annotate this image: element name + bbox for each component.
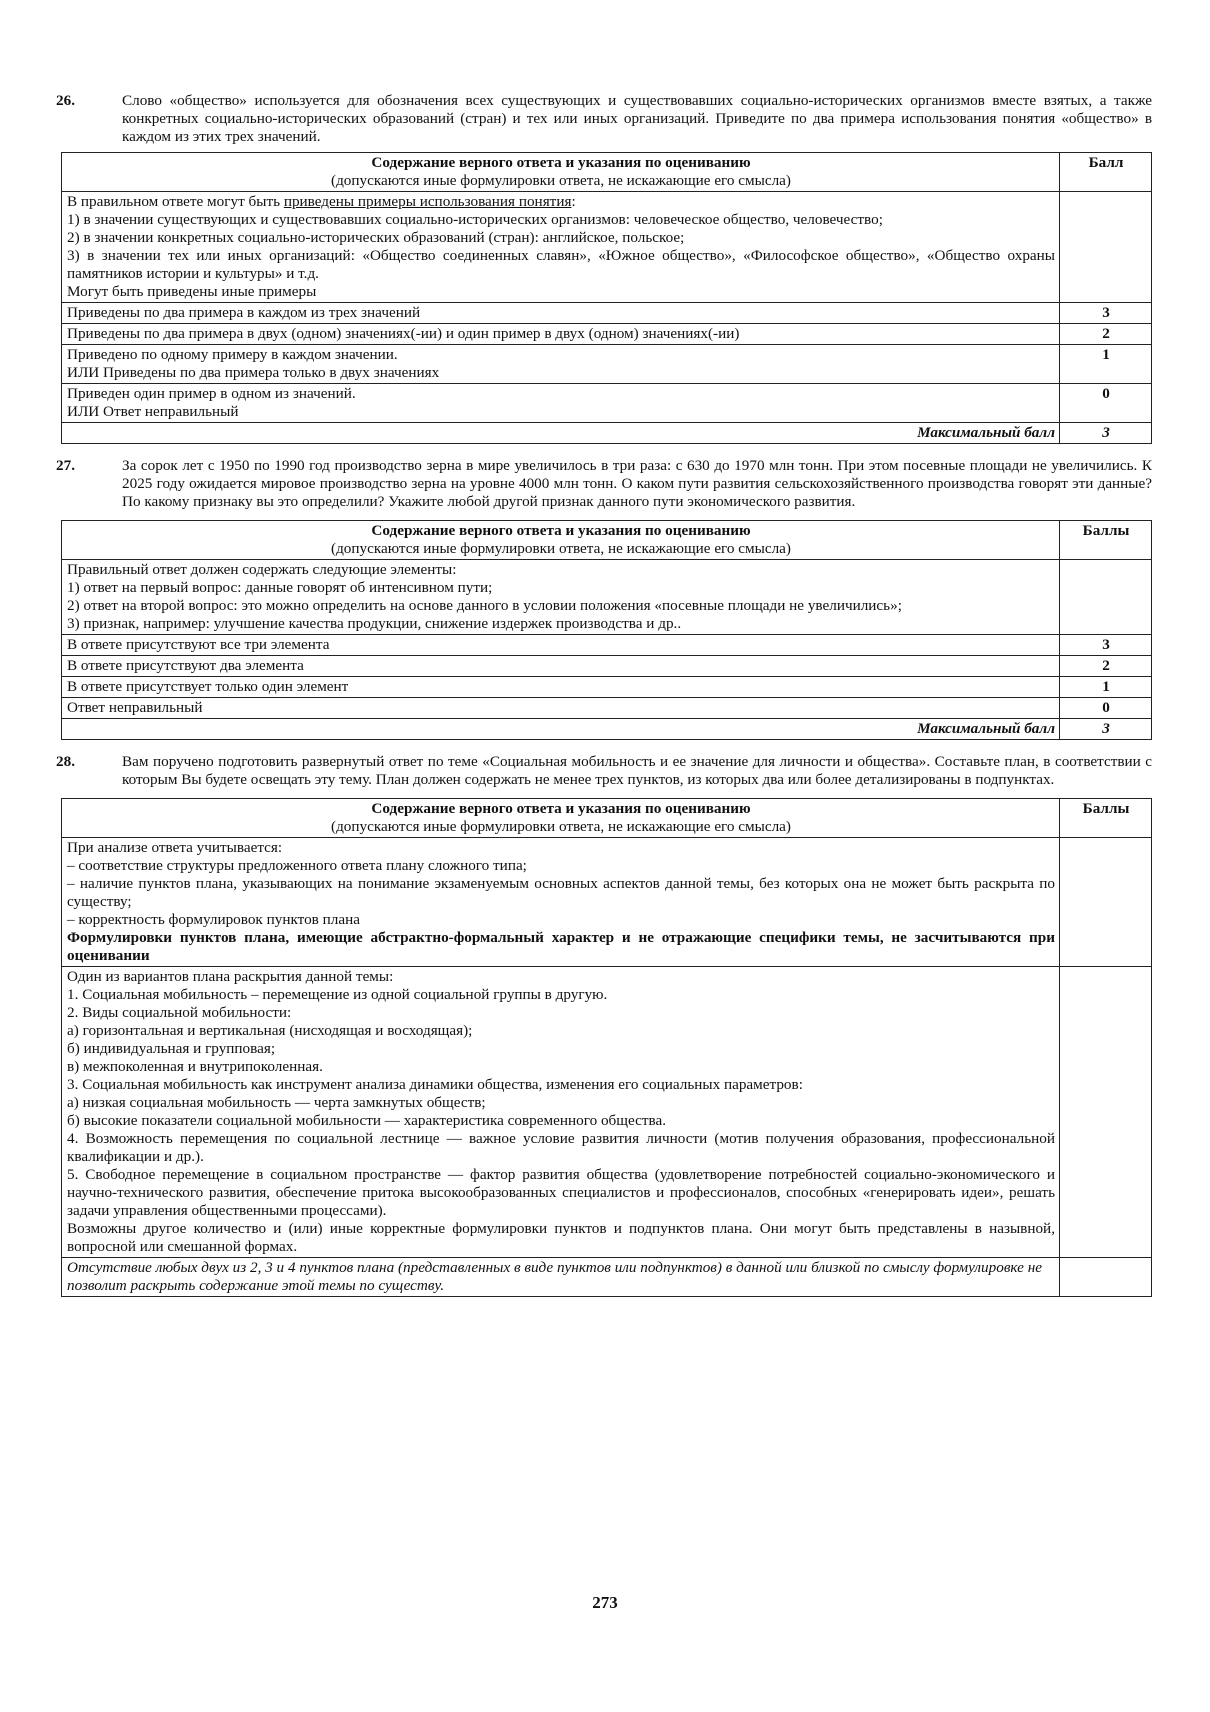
criterion-score: 0 bbox=[1060, 698, 1152, 719]
criterion-row bbox=[62, 677, 1152, 698]
intro-underlined: приведены примеры использования понятия bbox=[283, 193, 572, 210]
plan-line: б) высокие показатели социальной мобильности — характеристика современного общества. bbox=[67, 1112, 666, 1129]
task-number: 27. bbox=[56, 457, 75, 474]
analysis-line: – корректность формулировок пунктов плана bbox=[67, 911, 360, 928]
content-row bbox=[62, 192, 1152, 303]
plan-line: а) низкая социальная мобильность — черта замкнутых обществ; bbox=[67, 1094, 486, 1111]
content-line: 3) признак, например: улучшение качества продукции, снижение издержек производства и др.. bbox=[67, 615, 682, 632]
criterion-score: 0 bbox=[1060, 384, 1152, 423]
criterion-text: Приведено по одному примеру в каждом значении. bbox=[67, 346, 398, 363]
criterion-text: В ответе присутствуют все три элемента bbox=[62, 635, 1060, 656]
criterion-row bbox=[62, 698, 1152, 719]
content-intro bbox=[67, 193, 1055, 211]
criterion-score: 2 bbox=[1060, 656, 1152, 677]
criterion-row bbox=[62, 303, 1152, 324]
content-line: 3) в значении тех или иных организаций: «Общество соединенных славян», «Южное общество», «Философское общество», «Общество охраны памятников истории и культуры» и т.д. bbox=[67, 247, 1055, 282]
score-header: Баллы bbox=[1060, 521, 1152, 560]
header-cell bbox=[62, 521, 1060, 560]
score-header: Балл bbox=[1060, 153, 1152, 192]
criterion-text-cell bbox=[62, 345, 1060, 384]
page-number: 273 bbox=[592, 1593, 618, 1612]
criterion-text: В ответе присутствует только один элемент bbox=[62, 677, 1060, 698]
analysis-line: – наличие пунктов плана, указывающих на понимание экзаменуемым основных аспектов данной темы, без которых она не может быть раскрыта по существу; bbox=[67, 875, 1055, 910]
criterion-score: 2 bbox=[1060, 324, 1152, 345]
header-cell bbox=[62, 799, 1060, 838]
table-header bbox=[62, 521, 1152, 560]
max-score: 3 bbox=[1060, 423, 1152, 444]
max-score: 3 bbox=[1060, 719, 1152, 740]
content-line: 2) в значении конкретных социально-исторических образований (стран): английское, польское; bbox=[67, 229, 685, 246]
max-label: Максимальный балл bbox=[62, 423, 1060, 444]
plan-row bbox=[62, 967, 1152, 1258]
content-cell bbox=[62, 560, 1060, 635]
score-cell-empty bbox=[1060, 1258, 1152, 1297]
plan-line: 5. Свободное перемещение в социальном пространстве — фактор развития общества (удовлетворение потребностей социально-экономического и научно-технического развития, обеспечение притока высокообразованных специалистов и профессионалов, способных «генерировать идеи», решать задачи управления общественными процессами). bbox=[67, 1166, 1055, 1219]
note-cell: Отсутствие любых двух из 2, 3 и 4 пунктов плана (представленных в виде пунктов или подпунктов) в данной или близкой по смыслу формулировке не позволит раскрыть содержание этой темы по существу. bbox=[62, 1258, 1060, 1297]
content-line: Правильный ответ должен содержать следующие элементы: bbox=[67, 561, 457, 578]
analysis-line: – соответствие структуры предложенного ответа плану сложного типа; bbox=[67, 857, 527, 874]
table-header bbox=[62, 153, 1152, 192]
criterion-text: В ответе присутствуют два элемента bbox=[62, 656, 1060, 677]
criterion-text: Приведены по два примера в двух (одном) значениях(-ии) и один пример в двух (одном) значениях(-ии) bbox=[62, 324, 1060, 345]
plan-line: 1. Социальная мобильность – перемещение из одной социальной группы в другую. bbox=[67, 986, 608, 1003]
task-number: 26. bbox=[56, 92, 75, 109]
max-row bbox=[62, 719, 1152, 740]
max-row bbox=[62, 423, 1152, 444]
content-line: 2) ответ на второй вопрос: это можно определить на основе данного в условии положения «посевные площади не увеличились»; bbox=[67, 597, 902, 614]
task-text: Вам поручено подготовить развернутый ответ по теме «Социальная мобильность и ее значение для личности и общества». Составьте план, в соответствии с которым Вы будете освещать эту тему. План должен содержать не менее трех пунктов, из которых два или более детализированы в подпунктах. bbox=[122, 753, 1152, 788]
criterion-score: 1 bbox=[1060, 345, 1152, 384]
analysis-bold-note: Формулировки пунктов плана, имеющие абстрактно-формальный характер и не отражающие специфики темы, не засчитываются при оценивании bbox=[67, 929, 1055, 964]
analysis-row bbox=[62, 838, 1152, 967]
analysis-cell bbox=[62, 838, 1060, 967]
header-subtitle: (допускаются иные формулировки ответа, не искажающие его смысла) bbox=[331, 172, 791, 189]
task-number: 28. bbox=[56, 753, 75, 770]
score-cell-empty bbox=[1060, 967, 1152, 1258]
plan-line: 3. Социальная мобильность как инструмент анализа динамики общества, изменения его социальных параметров: bbox=[67, 1076, 803, 1093]
content-line: 1) в значении существующих и существовавших социально-исторических организмов: человеческое общество, человечество; bbox=[67, 211, 883, 228]
score-cell-empty bbox=[1060, 838, 1152, 967]
plan-line: б) индивидуальная и групповая; bbox=[67, 1040, 276, 1057]
criteria-table-27 bbox=[61, 520, 1152, 740]
max-label: Максимальный балл bbox=[62, 719, 1060, 740]
header-title: Содержание верного ответа и указания по оцениванию bbox=[371, 154, 751, 171]
criteria-table-26 bbox=[61, 152, 1152, 444]
content-cell bbox=[62, 192, 1060, 303]
plan-line: Возможны другое количество и (или) иные корректные формулировки пунктов и подпунктов плана. Они могут быть представлены в назывной, вопросной или смешанной формах. bbox=[67, 1220, 1055, 1255]
criterion-row bbox=[62, 345, 1152, 384]
header-title: Содержание верного ответа и указания по оцениванию bbox=[371, 800, 751, 817]
criterion-text: Приведен один пример в одном из значений. bbox=[67, 385, 356, 402]
criterion-text-alt: ИЛИ Ответ неправильный bbox=[67, 403, 239, 420]
task-26 bbox=[56, 92, 1152, 146]
plan-line: 4. Возможность перемещения по социальной лестнице — важное условие развития личности (мотив получения образования, профессиональной квалификации и др.). bbox=[67, 1130, 1055, 1165]
content-row bbox=[62, 560, 1152, 635]
table-header bbox=[62, 799, 1152, 838]
score-cell-empty bbox=[1060, 560, 1152, 635]
criterion-score: 1 bbox=[1060, 677, 1152, 698]
header-subtitle: (допускаются иные формулировки ответа, не искажающие его смысла) bbox=[331, 818, 791, 835]
header-cell bbox=[62, 153, 1060, 192]
plan-cell bbox=[62, 967, 1060, 1258]
plan-line: Один из вариантов плана раскрытия данной темы: bbox=[67, 968, 394, 985]
header-subtitle: (допускаются иные формулировки ответа, не искажающие его смысла) bbox=[331, 540, 791, 557]
score-cell-empty bbox=[1060, 192, 1152, 303]
criterion-text: Ответ неправильный bbox=[62, 698, 1060, 719]
intro-prefix: В правильном ответе могут быть bbox=[67, 193, 284, 210]
plan-line: в) межпоколенная и внутрипоколенная. bbox=[67, 1058, 323, 1075]
page-content bbox=[56, 92, 1152, 1297]
criterion-score: 3 bbox=[1060, 635, 1152, 656]
content-line: Могут быть приведены иные примеры bbox=[67, 283, 317, 300]
task-text: Слово «общество» используется для обозначения всех существующих и существовавших социально-исторических организмов вместе взятых, а также конкретных социально-исторических образований (стран) и тех или иных организаций. Приведите по два примера использования понятия «общество» в каждом из этих трех значений. bbox=[122, 92, 1152, 145]
task-text: За сорок лет с 1950 по 1990 год производство зерна в мире увеличилось в три раза: с 630 до 1970 млн тонн. При этом посевные площади не увеличились. К 2025 году ожидается мировое производство зерна на уровне 4000 млн тонн. О каком пути развития сельскохозяйственного производства говорят эти данные? По какому признаку вы это определили? Укажите любой другой признак данного пути экономического развития. bbox=[122, 457, 1152, 510]
criterion-row bbox=[62, 635, 1152, 656]
score-header: Баллы bbox=[1060, 799, 1152, 838]
criterion-row bbox=[62, 324, 1152, 345]
criterion-row bbox=[62, 384, 1152, 423]
criteria-table-28 bbox=[61, 798, 1152, 1297]
criterion-score: 3 bbox=[1060, 303, 1152, 324]
criterion-row bbox=[62, 656, 1152, 677]
note-row bbox=[62, 1258, 1152, 1297]
task-28 bbox=[56, 753, 1152, 789]
content-line: 1) ответ на первый вопрос: данные говорят об интенсивном пути; bbox=[67, 579, 493, 596]
criterion-text-cell bbox=[62, 384, 1060, 423]
intro-suffix: : bbox=[571, 193, 576, 210]
task-27 bbox=[56, 457, 1152, 511]
plan-line: а) горизонтальная и вертикальная (нисходящая и восходящая); bbox=[67, 1022, 473, 1039]
plan-line: 2. Виды социальной мобильности: bbox=[67, 1004, 292, 1021]
analysis-line: При анализе ответа учитывается: bbox=[67, 839, 283, 856]
criterion-text-alt: ИЛИ Приведены по два примера только в двух значениях bbox=[67, 364, 440, 381]
criterion-text: Приведены по два примера в каждом из трех значений bbox=[62, 303, 1060, 324]
header-title: Содержание верного ответа и указания по оцениванию bbox=[371, 522, 751, 539]
